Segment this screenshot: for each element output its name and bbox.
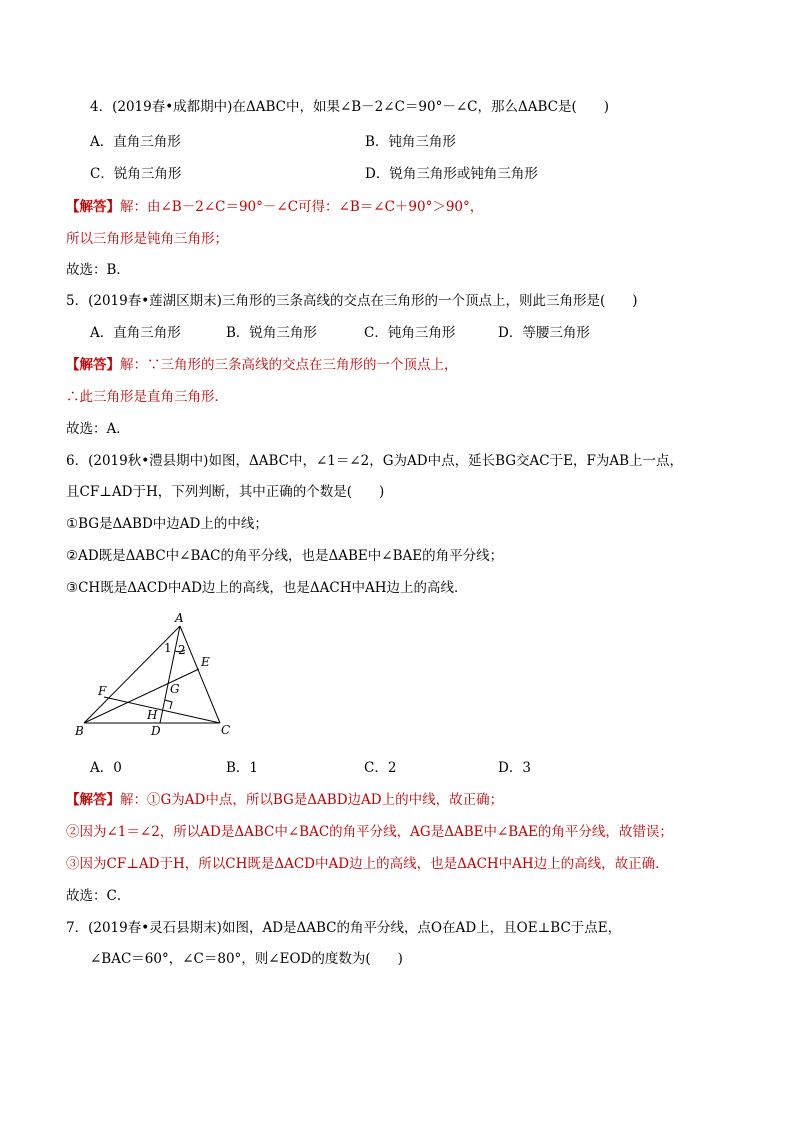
q4-choice: 故选：B． — [66, 262, 130, 278]
solution-tag: 【解答】 — [66, 357, 120, 373]
q6-option-c: C．2 — [364, 760, 397, 776]
q6-solution-line3: ③因为CF⊥AD于H，所以CH既是ΔACD中AD边上的高线，也是ΔACH中AH边上的高线，故正确． — [66, 856, 669, 872]
q4-option-b: B．钝角三角形 — [365, 134, 456, 150]
q6-stem-line2: 且CF⊥AD于H，下列判断，其中正确的个数是( ) — [66, 484, 385, 500]
q6-choice: 故选：C． — [66, 888, 131, 904]
q4-solution-line2: 所以三角形是钝角三角形； — [66, 231, 228, 247]
label-c: C — [221, 723, 231, 737]
q6-option-b: B．1 — [226, 760, 259, 776]
solution-tag: 【解答】 — [66, 792, 120, 808]
label-a: A — [175, 611, 184, 625]
q7-stem-line1: 7．(2019春•灵石县期末)如图，AD是ΔABC的角平分线，点O在AD上，且OE⊥BC于点E， — [66, 920, 622, 936]
label-angle-1: 1 — [164, 641, 172, 655]
label-b: B — [75, 724, 84, 738]
q5-stem: 5．(2019春•莲湖区期末)三角形的三条高线的交点在三角形的一个顶点上，则此三角形是( ) — [66, 293, 638, 309]
q4-option-d: D．锐角三角形或钝角三角形 — [365, 166, 538, 182]
q4-option-a: A．直角三角形 — [90, 134, 181, 150]
q6-stem-line1: 6．(2019秋•澧县期中)如图，ΔABC中，∠1＝∠2，G为AD中点，延长BG交AC于E，F为AB上一点， — [66, 453, 684, 469]
q6-option-d: D．3 — [498, 760, 531, 776]
q5-solution-line1: 【解答】解：∵三角形的三条高线的交点在三角形的一个顶点上， — [66, 357, 458, 373]
solution-tag: 【解答】 — [66, 199, 120, 215]
right-angle-mark — [165, 700, 172, 709]
label-h: H — [147, 708, 158, 722]
label-e: E — [201, 655, 210, 669]
q4-solution-line1: 【解答】解：由∠B－2∠C＝90°－∠C可得：∠B＝∠C＋90°＞90°， — [66, 199, 484, 215]
q5-choice: 故选：A． — [66, 421, 130, 437]
q5-option-d: D．等腰三角形 — [498, 325, 590, 341]
q7-stem-line2: ∠BAC＝60°，∠C＝80°，则∠EOD的度数为( ) — [90, 951, 403, 967]
q5-option-c: C．钝角三角形 — [364, 325, 456, 341]
label-f: F — [98, 684, 107, 698]
q6-statement-1: ①BG是ΔABD中边AD上的中线； — [66, 516, 268, 532]
q6-solution-line2: ②因为∠1＝∠2，所以AD是ΔABC中∠BAC的角平分线，AG是ΔABE中∠BAE的角平分线，故错误； — [66, 824, 673, 840]
q4-stem: 4．(2019春•成都期中)在ΔABC中，如果∠B－2∠C＝90°－∠C，那么ΔABC是( ) — [90, 99, 610, 115]
segment-ac — [180, 626, 220, 723]
q4-option-c: C．锐角三角形 — [90, 166, 182, 182]
q6-statement-3: ③CH既是ΔACD中AD边上的高线，也是ΔACH中AH边上的高线． — [66, 580, 468, 596]
q6-solution-line1: 【解答】解：①G为AD中点，所以BG是ΔABD边AD上的中线，故正确； — [66, 792, 504, 808]
q5-option-b: B．锐角三角形 — [226, 325, 317, 341]
q5-solution-line2: ∴此三角形是直角三角形． — [66, 389, 228, 405]
label-g: G — [170, 682, 180, 696]
label-d: D — [151, 724, 161, 738]
q6-option-a: A．0 — [90, 760, 122, 776]
q6-triangle-figure — [70, 605, 245, 745]
segment-fc — [104, 697, 220, 723]
q5-option-a: A．直角三角形 — [90, 325, 181, 341]
q6-statement-2: ②AD既是ΔABC中∠BAC的角平分线，也是ΔABE中∠BAE的角平分线； — [66, 548, 504, 564]
label-angle-2: 2 — [178, 643, 186, 657]
